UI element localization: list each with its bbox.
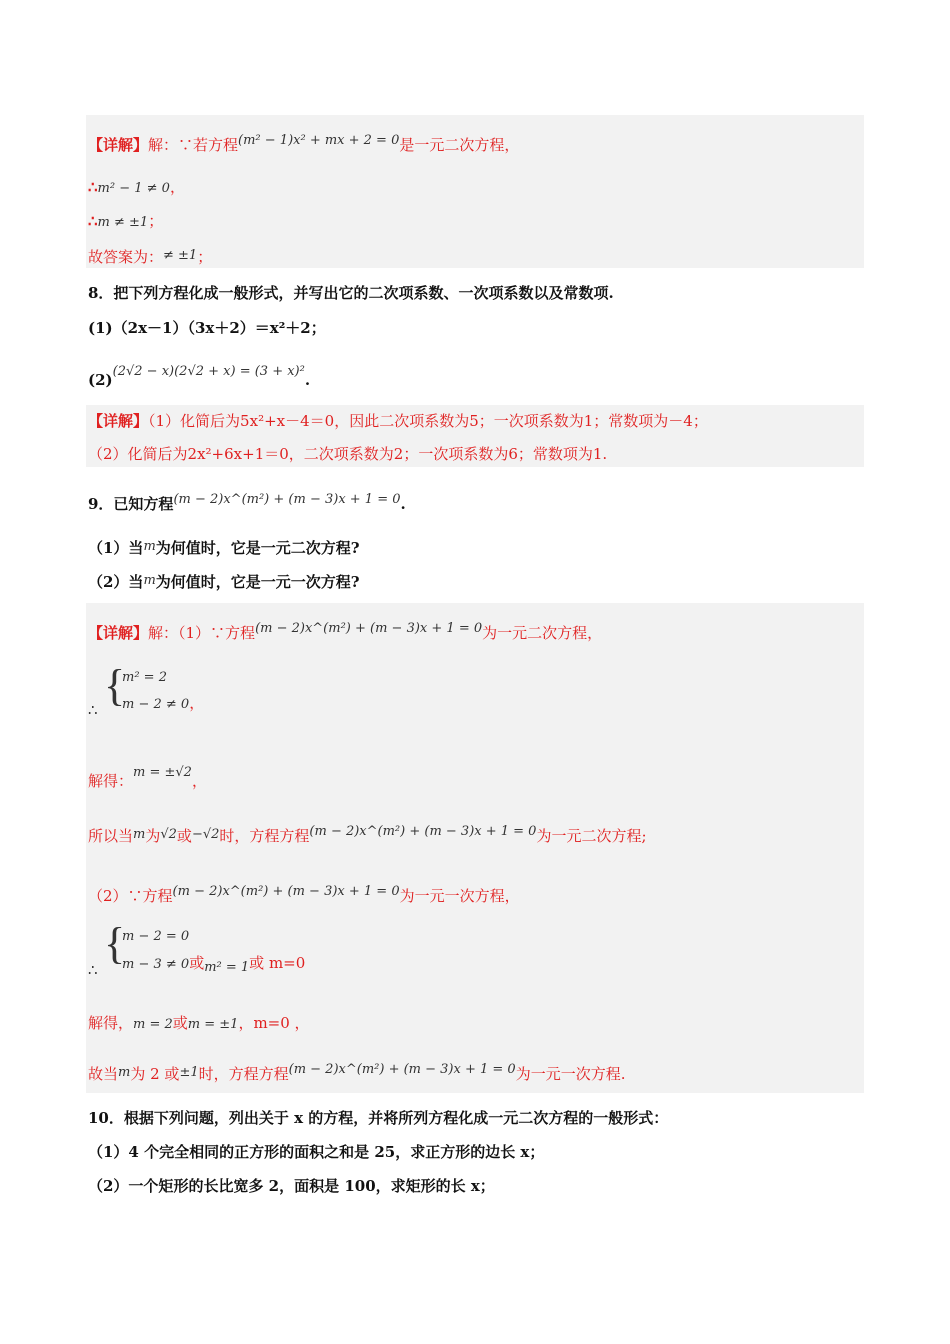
answer-1-line-2: ∴m² − 1 ≠ 0， [88, 178, 185, 196]
equation: (m − 2)x^(m²) + (m − 3)x + 1 = 0 [309, 824, 537, 839]
therefore-2: ∴ [88, 961, 98, 979]
question-10-part-1: （1）4 个完全相同的正方形的面积之和是 25，求正方形的边长 x； [88, 1143, 545, 1161]
question-10-title: 10．根据下列问题，列出关于 x 的方程，并将所列方程化成一元二次方程的一般形式： [88, 1109, 669, 1127]
equation: (m − 2)x^(m²) + (m − 3)x + 1 = 0 [173, 492, 401, 507]
equation: (m − 2)x^(m²) + (m − 3)x + 1 = 0 [288, 1062, 516, 1077]
system-brace: { [104, 919, 126, 968]
question-8-title: 8．把下列方程化成一般形式，并写出它的二次项系数、一次项系数以及常数项. [88, 284, 614, 302]
question-9-title: 9．已知方程(m − 2)x^(m²) + (m − 3)x + 1 = 0. [88, 492, 406, 513]
answer-1-line-1: 【详解】解：∵若方程(m² − 1)x² + mx + 2 = 0是一元二次方程， [88, 133, 520, 154]
therefore-1: ∴ [88, 701, 98, 719]
answer-1-line-3: ∴m ≠ ±1； [88, 212, 164, 230]
detail-tag: 【详解】 [88, 412, 149, 430]
system-brace: { [104, 661, 126, 710]
answer-3-solve-2: 解得，m = 2或m = ±1，m=0 ， [88, 1014, 310, 1032]
equation: (m − 2)x^(m²) + (m − 3)x + 1 = 0 [255, 621, 483, 636]
answer-1-line-4: 故答案为：≠ ±1； [88, 248, 213, 266]
answer-3-line-2: （2）∵方程(m − 2)x^(m²) + (m − 3)x + 1 = 0为一元一次方程， [88, 884, 520, 905]
question-9-part-2: （2）当m为何值时，它是一元一次方程? [88, 573, 360, 591]
question-8-part-2: (2)(2√2 − x)(2√2 + x) = (3 + x)². [88, 364, 311, 389]
system-1-eq-2: m − 2 ≠ 0， [122, 694, 205, 712]
equation: (m − 2)x^(m²) + (m − 3)x + 1 = 0 [172, 884, 400, 899]
answer-3-line-1: 【详解】解：（1）∵方程(m − 2)x^(m²) + (m − 3)x + 1 = 0为一元二次方程， [88, 621, 603, 642]
detail-tag: 【详解】 [88, 136, 149, 154]
system-1-eq-1: m² = 2 [122, 670, 167, 685]
system-2-eq-1: m − 2 = 0 [122, 929, 190, 944]
equation: (m² − 1)x² + mx + 2 = 0 [238, 133, 400, 148]
equation: (2√2 − x)(2√2 + x) = (3 + x)² [112, 364, 305, 379]
answer-2-line-1: 【详解】（1）化简后为5x²+x－4＝0，因此二次项系数为5；一次项系数为1；常数项为－4； [88, 412, 708, 430]
detail-tag: 【详解】 [88, 624, 149, 642]
answer-3-solve-1: 解得：m = ±√2， [88, 765, 207, 790]
system-2-eq-2: m − 3 ≠ 0或m² = 1或 m=0 [122, 954, 306, 975]
answer-2-line-2: （2）化简后为2x²+6x+1＝0，二次项系数为2；一次项系数为6；常数项为1. [88, 445, 608, 463]
answer-3-conclusion-1: 所以当m为√2或−√2时，方程方程(m − 2)x^(m²) + (m − 3)x + 1 = 0为一元二次方程; [88, 824, 647, 845]
question-8-part-1: (1)（2x－1）（3x＋2）＝x²＋2； [88, 319, 326, 337]
question-10-part-2: （2）一个矩形的长比宽多 2，面积是 100，求矩形的长 x； [88, 1177, 495, 1195]
question-9-part-1: （1）当m为何值时，它是一元二次方程? [88, 539, 360, 557]
answer-3-conclusion-2: 故当m为 2 或±1时，方程方程(m − 2)x^(m²) + (m − 3)x + 1 = 0为一元一次方程. [88, 1062, 626, 1083]
